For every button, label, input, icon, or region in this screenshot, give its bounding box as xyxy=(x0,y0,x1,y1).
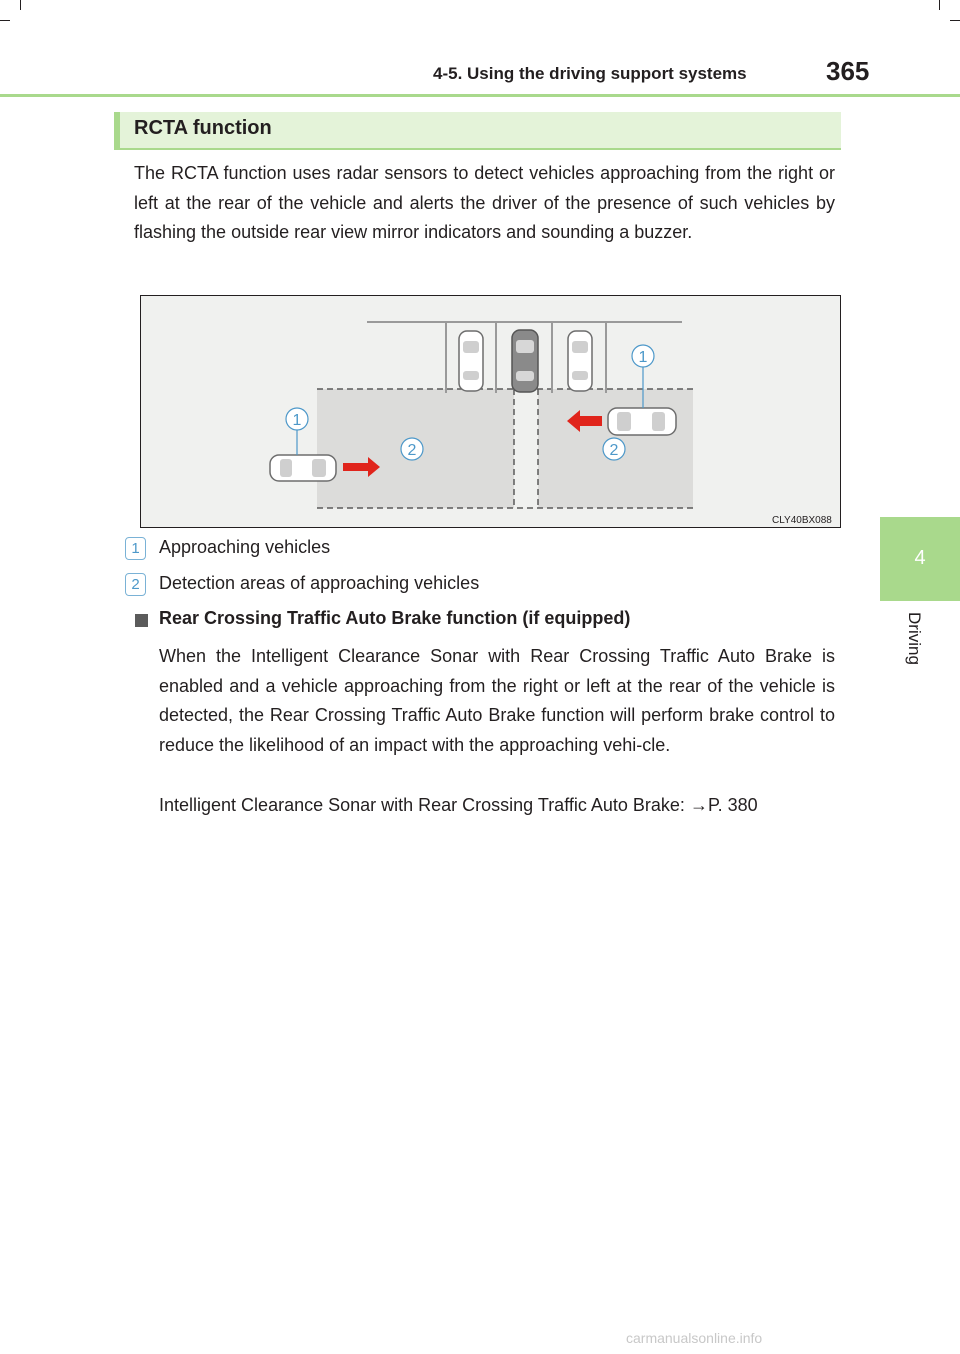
header-rule xyxy=(0,94,960,97)
parked-car-right xyxy=(568,331,592,391)
chapter-tab-number: 4 xyxy=(914,547,926,569)
approaching-vehicle-left xyxy=(270,455,336,481)
svg-text:1: 1 xyxy=(638,349,648,366)
legend-text-1: Approaching vehicles xyxy=(159,537,331,557)
callout-1-right xyxy=(632,345,654,367)
legend-badge-1: 1 xyxy=(125,537,146,560)
legend-text-2: Detection areas of approaching vehicles xyxy=(159,573,480,593)
reference-text: Intelligent Clearance Sonar with Rear Crossing Traffic Auto Brake: xyxy=(159,795,690,815)
legend-badge-2: 2 xyxy=(125,573,146,596)
section-heading-accent xyxy=(114,112,120,148)
section-title: RCTA function xyxy=(134,117,272,139)
svg-text:1: 1 xyxy=(292,412,302,429)
parked-car-left xyxy=(459,331,483,391)
subsection-paragraph: When the Intelligent Clearance Sonar with Rear Crossing Traffic Auto Brake is enabled and a vehicle approaching from the right or left at the rear of the vehicle is detected, the Rear Crossing Traffic Auto Brake function will perform brake control to reduce the likelihood of an impact with the approaching vehi-cle. xyxy=(159,646,835,755)
page-number: 365 xyxy=(826,56,870,86)
figure-code: CLY40BX088 xyxy=(772,515,832,526)
callout-1-left xyxy=(286,408,308,430)
subsection-bullet xyxy=(135,614,148,627)
running-header: 4-5. Using the driving support systems xyxy=(433,64,747,83)
subsection-title: Rear Crossing Traffic Auto Brake function (if equipped) xyxy=(159,608,631,628)
rcta-illustration xyxy=(140,295,841,528)
subject-vehicle xyxy=(512,330,538,392)
svg-text:2: 2 xyxy=(609,442,619,459)
reference-line xyxy=(159,795,758,816)
crop-mark xyxy=(20,0,21,10)
crop-mark xyxy=(950,20,960,21)
chapter-tab-label: Driving xyxy=(905,612,924,665)
intro-paragraph: The RCTA function uses radar sensors to detect vehicles approaching from the right or left at the rear of the vehicle and alerts the driver of the presence of such vehicles by flashing the outside rear view mirror indicators and sounding a buzzer. xyxy=(134,163,835,242)
svg-text:2: 2 xyxy=(407,442,417,459)
approaching-vehicle-right xyxy=(608,408,676,435)
callout-2-right xyxy=(603,438,625,460)
crop-mark xyxy=(0,20,10,21)
callout-2-left xyxy=(401,438,423,460)
section-heading-underline xyxy=(114,148,841,150)
crop-mark xyxy=(939,0,940,10)
reference-arrow: → xyxy=(689,795,708,815)
watermark-link[interactable]: carmanualsonline.info xyxy=(626,1330,763,1346)
reference-page-link[interactable]: P. 380 xyxy=(707,795,758,815)
